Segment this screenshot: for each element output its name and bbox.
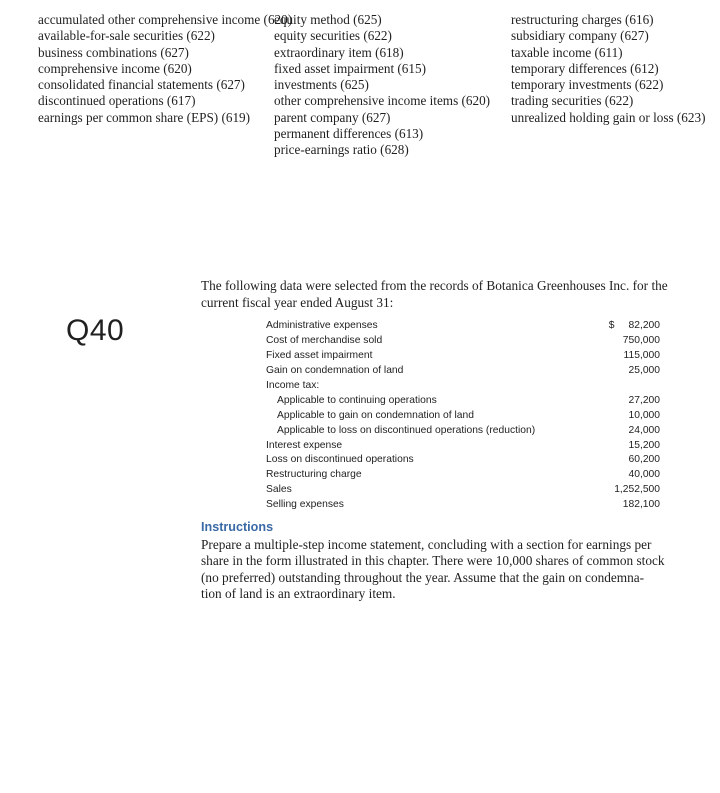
instructions-line: tion of land is an extraordinary item. <box>201 586 396 602</box>
row-amount: 82,200 <box>628 320 660 331</box>
glossary-term: price-earnings ratio (628) <box>274 142 409 158</box>
row-value: 182,100 <box>622 499 660 511</box>
currency-symbol: $ <box>608 320 615 331</box>
row-value: 10,000 <box>628 409 660 421</box>
question-intro <box>201 277 720 311</box>
table-row <box>266 468 660 483</box>
glossary-term: trading securities (622) <box>511 93 634 109</box>
glossary-term: investments (625) <box>274 77 369 93</box>
glossary-term: accumulated other comprehensive income (620) <box>38 12 293 27</box>
glossary-term: available-for-sale securities (622) <box>38 28 215 44</box>
row-label: Applicable to loss on discontinued operations (reduction) <box>277 424 536 436</box>
glossary-term: equity securities (622) <box>274 28 392 44</box>
glossary-term: equity method (625) <box>274 12 382 27</box>
row-value: 25,000 <box>628 364 660 376</box>
glossary-term: parent company (627) <box>274 109 391 125</box>
table-row <box>266 334 660 349</box>
table-row <box>266 439 660 454</box>
table-row <box>266 319 660 334</box>
table-row <box>266 453 660 468</box>
row-label: Fixed asset impairment <box>266 349 373 361</box>
row-label: Selling expenses <box>266 499 344 511</box>
instructions-line: share in the form illustrated in this chapter. There were 10,000 shares of common stock <box>201 553 665 569</box>
glossary-term: restructuring charges (616) <box>511 12 654 27</box>
row-label: Administrative expenses <box>266 320 378 331</box>
row-label: Loss on discontinued operations <box>266 454 414 466</box>
account-data-table <box>266 319 660 513</box>
row-label: Cost of merchandise sold <box>266 334 383 346</box>
table-row <box>266 364 660 379</box>
instructions-body <box>201 537 720 603</box>
glossary-term: temporary differences (612) <box>511 60 659 76</box>
row-value: 115,000 <box>623 349 660 361</box>
glossary-term: temporary investments (622) <box>511 77 664 93</box>
row-value: 15,200 <box>628 439 660 451</box>
row-value <box>609 319 660 334</box>
row-label: Restructuring charge <box>266 469 362 481</box>
glossary-term: subsidiary company (627) <box>511 28 649 44</box>
row-value: 24,000 <box>628 424 660 436</box>
glossary-term: earnings per common share (EPS) (619) <box>38 109 251 125</box>
table-row <box>266 379 660 394</box>
glossary-term: unrealized holding gain or loss (623) <box>511 109 706 125</box>
glossary-column-2 <box>274 12 504 159</box>
table-row <box>266 409 660 424</box>
row-value: 40,000 <box>628 469 660 481</box>
glossary-term: taxable income (611) <box>511 44 623 60</box>
row-value: 60,200 <box>628 454 660 466</box>
table-row <box>266 483 660 498</box>
instructions-heading: Instructions <box>201 520 274 534</box>
table-row <box>266 498 660 513</box>
glossary-term: fixed asset impairment (615) <box>274 60 426 76</box>
glossary-term: permanent differences (613) <box>274 126 424 142</box>
question-label: Q40 <box>66 314 125 347</box>
intro-line: The following data were selected from the records of Botanica Greenhouses Inc. for the <box>201 278 668 293</box>
intro-line: current fiscal year ended August 31: <box>201 295 394 310</box>
glossary-term: discontinued operations (617) <box>38 93 196 109</box>
row-label: Applicable to gain on condemnation of land <box>277 409 474 421</box>
row-label: Interest expense <box>266 439 343 451</box>
glossary-column-1 <box>38 12 293 126</box>
glossary-column-3 <box>511 12 720 126</box>
row-value: 750,000 <box>622 334 660 346</box>
instructions-line: Prepare a multiple-step income statement, concluding with a section for earnings per <box>201 537 652 552</box>
glossary-term: business combinations (627) <box>38 44 189 60</box>
row-label: Applicable to continuing operations <box>277 394 437 406</box>
row-label: Sales <box>266 484 292 496</box>
row-label: Income tax: <box>266 379 320 391</box>
row-value: 27,200 <box>628 394 660 406</box>
row-value: 1,252,500 <box>614 484 660 496</box>
glossary-term: other comprehensive income items (620) <box>274 93 491 109</box>
table-row <box>266 424 660 439</box>
glossary-term: consolidated financial statements (627) <box>38 77 245 93</box>
row-label: Gain on condemnation of land <box>266 364 404 376</box>
table-row <box>266 394 660 409</box>
glossary-term: extraordinary item (618) <box>274 44 404 60</box>
table-row <box>266 349 660 364</box>
glossary-term: comprehensive income (620) <box>38 60 192 76</box>
instructions-line: (no preferred) outstanding throughout the year. Assume that the gain on condemna- <box>201 569 645 585</box>
